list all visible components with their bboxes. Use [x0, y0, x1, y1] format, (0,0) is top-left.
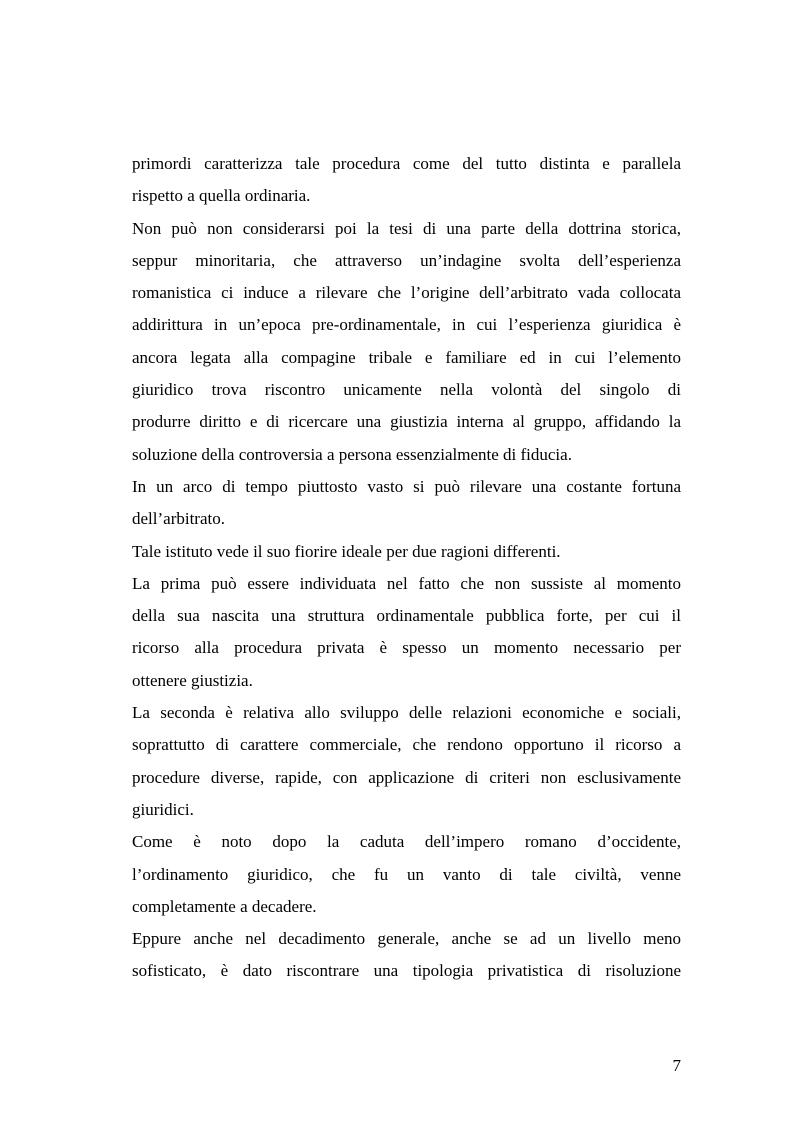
text-line: soluzione della controversia a persona essenzialmente di fiducia. [132, 444, 572, 464]
text-line: Come è noto dopo la caduta dell’impero romano d’occidente, [132, 832, 681, 852]
text-line: primordi caratterizza tale procedura come del tutto distinta e parallela [132, 154, 681, 173]
text-line: seppur minoritaria, che attraverso un’indagine svolta dell’esperienza [132, 250, 681, 270]
text-line: rispetto a quella ordinaria. [132, 186, 311, 206]
text-line: sofisticato, è dato riscontrare una tipologia privatistica di risoluzione [132, 961, 681, 981]
text-line: addirittura in un’epoca pre-ordinamentale, in cui l’esperienza giuridica è [132, 315, 681, 335]
text-line: della sua nascita una struttura ordinamentale pubblica forte, per cui il [132, 606, 681, 626]
text-line: In un arco di tempo piuttosto vasto si può rilevare una costante fortuna [132, 476, 681, 496]
text-line: Eppure anche nel decadimento generale, anche se ad un livello meno [132, 929, 681, 949]
text-line: Tale istituto vede il suo fiorire ideale per due ragioni differenti. [132, 541, 561, 561]
text-line: Non può non considerarsi poi la tesi di una parte della dottrina storica, [132, 218, 681, 238]
text-line: La prima può essere individuata nel fatto che non sussiste al momento [132, 573, 681, 593]
text-line: dell’arbitrato. [132, 509, 225, 529]
text-line: ottenere giustizia. [132, 670, 253, 690]
text-line: ricorso alla procedura privata è spesso un momento necessario per [132, 638, 681, 658]
text-line: soprattutto di carattere commerciale, che rendono opportuno il ricorso a [132, 735, 681, 755]
text-line: romanistica ci induce a rilevare che l’origine dell’arbitrato vada collocata [132, 283, 681, 303]
text-line: completamente a decadere. [132, 896, 317, 916]
text-line: procedure diverse, rapide, con applicazione di criteri non esclusivamente [132, 767, 681, 787]
text-line: giuridico trova riscontro unicamente nella volontà del singolo di [132, 380, 681, 400]
text-line: produrre diritto e di ricercare una giustizia interna al gruppo, affidando la [132, 412, 681, 432]
text-line: giuridici. [132, 799, 194, 819]
text-line: l’ordinamento giuridico, che fu un vanto di tale civiltà, venne [132, 864, 681, 884]
text-line: ancora legata alla compagine tribale e familiare ed in cui l’elemento [132, 347, 681, 367]
text-line: La seconda è relativa allo sviluppo delle relazioni economiche e sociali, [132, 703, 681, 723]
page-body [132, 148, 681, 988]
page-number: 7 [672, 1056, 681, 1075]
